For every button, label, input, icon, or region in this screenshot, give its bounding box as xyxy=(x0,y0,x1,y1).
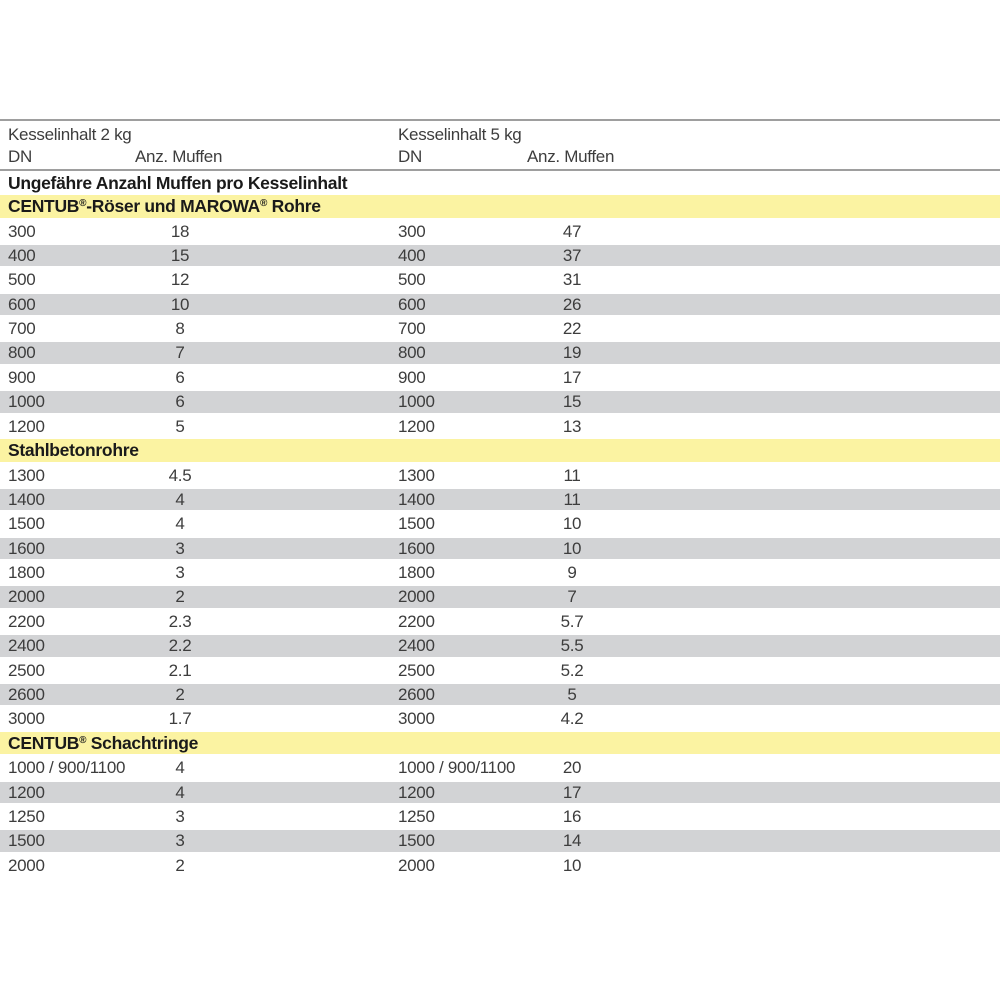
dn-2kg-cell: 1000 / 900/1100 xyxy=(8,758,126,778)
anz-2kg-cell: 15 xyxy=(170,245,190,265)
table-row xyxy=(0,805,1000,829)
spacer-cell xyxy=(225,488,398,512)
anz-2kg-cell: 7 xyxy=(175,343,185,363)
dn-2kg-cell: 1500 xyxy=(8,831,45,851)
dn-5kg-cell: 3000 xyxy=(398,709,435,729)
dn-5kg-cell: 2500 xyxy=(398,660,435,680)
registered-trademark-symbol: ® xyxy=(259,198,268,209)
dn-2kg-cell: 300 xyxy=(8,221,36,241)
table-row xyxy=(0,268,1000,292)
anz-2kg-cell: 2 xyxy=(175,587,185,607)
anz-5kg-cell: 26 xyxy=(562,294,582,314)
section-heading xyxy=(0,195,1000,220)
column-spacer xyxy=(225,147,398,169)
table-row xyxy=(0,537,1000,561)
anz-5kg-cell: 10 xyxy=(562,538,582,558)
anz-5kg-cell: 11 xyxy=(563,465,581,485)
dn-5kg-cell: 1000 / 900/1100 xyxy=(398,758,516,778)
table-row xyxy=(0,585,1000,609)
spacer-cell xyxy=(225,805,398,829)
anz-5kg-cell: 5.5 xyxy=(560,636,584,656)
spacer-cell xyxy=(225,317,398,341)
table-row xyxy=(0,366,1000,390)
dn-5kg-cell: 1200 xyxy=(398,416,435,436)
table-row xyxy=(0,561,1000,585)
table-row xyxy=(0,756,1000,780)
table-row xyxy=(0,634,1000,658)
dn-2kg-cell: 900 xyxy=(8,367,36,387)
dn-5kg-cell: 400 xyxy=(398,245,426,265)
dn-5kg-cell: 1200 xyxy=(398,782,435,802)
dn-2kg-cell: 1000 xyxy=(8,392,45,412)
anz-2kg-cell: 3 xyxy=(175,563,185,583)
anz-2kg-cell: 5 xyxy=(175,416,185,436)
anz-2kg-cell: 3 xyxy=(175,807,185,827)
dn-2kg-cell: 700 xyxy=(8,319,36,339)
dn-5kg-cell: 300 xyxy=(398,221,426,241)
dn-2kg-cell: 1800 xyxy=(8,563,45,583)
dn-5kg-cell: 1250 xyxy=(398,807,435,827)
anz-5kg-cell: 9 xyxy=(567,563,577,583)
anz-5kg-cell: 16 xyxy=(562,807,582,827)
registered-trademark-symbol: ® xyxy=(79,198,87,209)
dn-2kg-cell: 1200 xyxy=(8,782,45,802)
dn-2kg-cell: 1600 xyxy=(8,538,45,558)
dn-5kg-cell: 2400 xyxy=(398,636,435,656)
anz-2kg-cell: 12 xyxy=(170,270,190,290)
dn-2kg-cell: 600 xyxy=(8,294,36,314)
kesselinhalt-2kg-label: Kesselinhalt 2 kg xyxy=(8,125,132,144)
table-row xyxy=(0,610,1000,634)
anz-5kg-cell: 14 xyxy=(562,831,582,851)
table-row xyxy=(0,829,1000,853)
table-row xyxy=(0,659,1000,683)
anz-5kg-cell: 15 xyxy=(562,392,582,412)
dn-5kg-cell: 700 xyxy=(398,319,426,339)
section-heading-text: Rohre xyxy=(267,196,321,216)
anz-2kg-cell: 6 xyxy=(175,392,185,412)
dn-2kg-cell: 1500 xyxy=(8,514,45,534)
section-heading xyxy=(0,732,1000,757)
table-row xyxy=(0,220,1000,244)
dn-column-header-left: DN xyxy=(8,147,32,166)
anz-2kg-cell: 8 xyxy=(175,319,185,339)
anz-muffen-column-header-right: Anz. Muffen xyxy=(527,147,615,166)
anz-2kg-cell: 6 xyxy=(175,367,185,387)
dn-5kg-cell: 900 xyxy=(398,367,426,387)
spacer-cell xyxy=(225,366,398,390)
anz-2kg-cell: 2.1 xyxy=(168,660,192,680)
spacer-cell xyxy=(225,390,398,414)
spacer-cell xyxy=(225,220,398,244)
spacer-cell xyxy=(225,781,398,805)
anz-5kg-cell: 47 xyxy=(562,221,582,241)
anz-2kg-cell: 4 xyxy=(175,782,185,802)
anz-5kg-cell: 10 xyxy=(562,855,582,875)
dn-5kg-cell: 2600 xyxy=(398,685,435,705)
table-row xyxy=(0,317,1000,341)
dn-2kg-cell: 2200 xyxy=(8,611,45,631)
spacer-cell xyxy=(225,854,398,878)
section-heading-text: Stahlbetonrohre xyxy=(8,440,139,461)
anz-2kg-cell: 2.2 xyxy=(168,636,192,656)
anz-5kg-cell: 37 xyxy=(562,245,582,265)
dn-5kg-cell: 1500 xyxy=(398,514,435,534)
anz-5kg-cell: 7 xyxy=(567,587,577,607)
spacer-cell xyxy=(225,415,398,439)
spacer-cell xyxy=(225,659,398,683)
dn-column-header-right: DN xyxy=(398,147,422,166)
anz-2kg-cell: 3 xyxy=(175,831,185,851)
spacer-cell xyxy=(225,268,398,292)
dn-2kg-cell: 2500 xyxy=(8,660,45,680)
spacer-cell xyxy=(225,683,398,707)
dn-5kg-cell: 1500 xyxy=(398,831,435,851)
dn-2kg-cell: 1250 xyxy=(8,807,45,827)
anz-2kg-cell: 1.7 xyxy=(168,709,192,729)
anz-5kg-cell: 17 xyxy=(562,367,582,387)
table-row xyxy=(0,854,1000,878)
spacer-cell xyxy=(225,512,398,536)
dn-2kg-cell: 800 xyxy=(8,343,36,363)
registered-trademark-symbol: ® xyxy=(79,734,87,746)
spacer-cell xyxy=(225,756,398,780)
anz-5kg-cell: 4.2 xyxy=(560,709,584,729)
dn-5kg-cell: 600 xyxy=(398,294,426,314)
table-row xyxy=(0,464,1000,488)
document-page xyxy=(0,119,1000,1000)
section-heading-text: CENTUB xyxy=(8,732,80,753)
anz-5kg-cell: 19 xyxy=(562,343,582,363)
table-row xyxy=(0,488,1000,512)
table-row xyxy=(0,390,1000,414)
dn-2kg-cell: 2000 xyxy=(8,855,45,875)
table-title: Ungefähre Anzahl Muffen pro Kesselinhalt xyxy=(8,173,348,193)
table-row xyxy=(0,781,1000,805)
anz-5kg-cell: 22 xyxy=(562,319,582,339)
anz-5kg-cell: 17 xyxy=(562,782,582,802)
anz-2kg-cell: 4 xyxy=(175,758,185,778)
anz-2kg-cell: 2 xyxy=(175,685,185,705)
table-row xyxy=(0,707,1000,731)
table-row xyxy=(0,683,1000,707)
anz-muffen-column-header-left: Anz. Muffen xyxy=(135,147,223,166)
anz-2kg-cell: 2 xyxy=(175,855,185,875)
column-header-row xyxy=(0,147,1000,169)
table-row xyxy=(0,415,1000,439)
spacer-cell xyxy=(225,293,398,317)
anz-5kg-cell: 5.7 xyxy=(560,611,584,631)
anz-5kg-cell: 5 xyxy=(567,685,577,705)
spacer-cell xyxy=(225,610,398,634)
anz-5kg-cell: 11 xyxy=(563,489,581,509)
anz-2kg-cell: 4 xyxy=(175,514,185,534)
spacer-cell xyxy=(225,707,398,731)
dn-5kg-cell: 1600 xyxy=(398,538,435,558)
dn-2kg-cell: 500 xyxy=(8,270,36,290)
dn-5kg-cell: 2000 xyxy=(398,587,435,607)
spacer-cell xyxy=(225,244,398,268)
anz-2kg-cell: 4 xyxy=(175,489,185,509)
dn-2kg-cell: 2400 xyxy=(8,636,45,656)
table-sections xyxy=(0,195,1000,878)
anz-5kg-cell: 13 xyxy=(562,416,582,436)
spacer-cell xyxy=(225,341,398,365)
kesselinhalt-5kg-label: Kesselinhalt 5 kg xyxy=(398,125,522,144)
table-row xyxy=(0,512,1000,536)
table-row xyxy=(0,244,1000,268)
anz-2kg-cell: 18 xyxy=(170,221,190,241)
dn-5kg-cell: 1800 xyxy=(398,563,435,583)
anz-2kg-cell: 2.3 xyxy=(168,611,192,631)
dn-2kg-cell: 1400 xyxy=(8,489,45,509)
dn-2kg-cell: 1300 xyxy=(8,465,45,485)
table-row xyxy=(0,293,1000,317)
anz-5kg-cell: 31 xyxy=(562,270,582,290)
anz-2kg-cell: 4.5 xyxy=(168,465,192,485)
anz-5kg-cell: 10 xyxy=(562,514,582,534)
dn-5kg-cell: 1300 xyxy=(398,465,435,485)
spacer-cell xyxy=(225,537,398,561)
dn-2kg-cell: 1200 xyxy=(8,416,45,436)
section-heading-text: Schachtringe xyxy=(86,732,199,753)
section-heading xyxy=(0,439,1000,464)
anz-2kg-cell: 10 xyxy=(170,294,190,314)
anz-5kg-cell: 5.2 xyxy=(560,660,584,680)
spacer-cell xyxy=(225,464,398,488)
group-header-row xyxy=(0,121,1000,147)
spacer-cell xyxy=(225,585,398,609)
dn-5kg-cell: 1000 xyxy=(398,392,435,412)
section-heading-text: CENTUB xyxy=(8,196,80,216)
dn-2kg-cell: 2000 xyxy=(8,587,45,607)
anz-2kg-cell: 3 xyxy=(175,538,185,558)
dn-2kg-cell: 400 xyxy=(8,245,36,265)
table-row xyxy=(0,341,1000,365)
dn-5kg-cell: 1400 xyxy=(398,489,435,509)
spacer-cell xyxy=(225,829,398,853)
dn-2kg-cell: 3000 xyxy=(8,709,45,729)
dn-5kg-cell: 500 xyxy=(398,270,426,290)
dn-5kg-cell: 2000 xyxy=(398,855,435,875)
dn-2kg-cell: 2600 xyxy=(8,685,45,705)
section-heading-text: -Röser und MAROWA xyxy=(86,196,260,216)
anz-5kg-cell: 20 xyxy=(562,758,582,778)
dn-5kg-cell: 800 xyxy=(398,343,426,363)
spacer-cell xyxy=(225,561,398,585)
spacer-cell xyxy=(225,634,398,658)
dn-5kg-cell: 2200 xyxy=(398,611,435,631)
